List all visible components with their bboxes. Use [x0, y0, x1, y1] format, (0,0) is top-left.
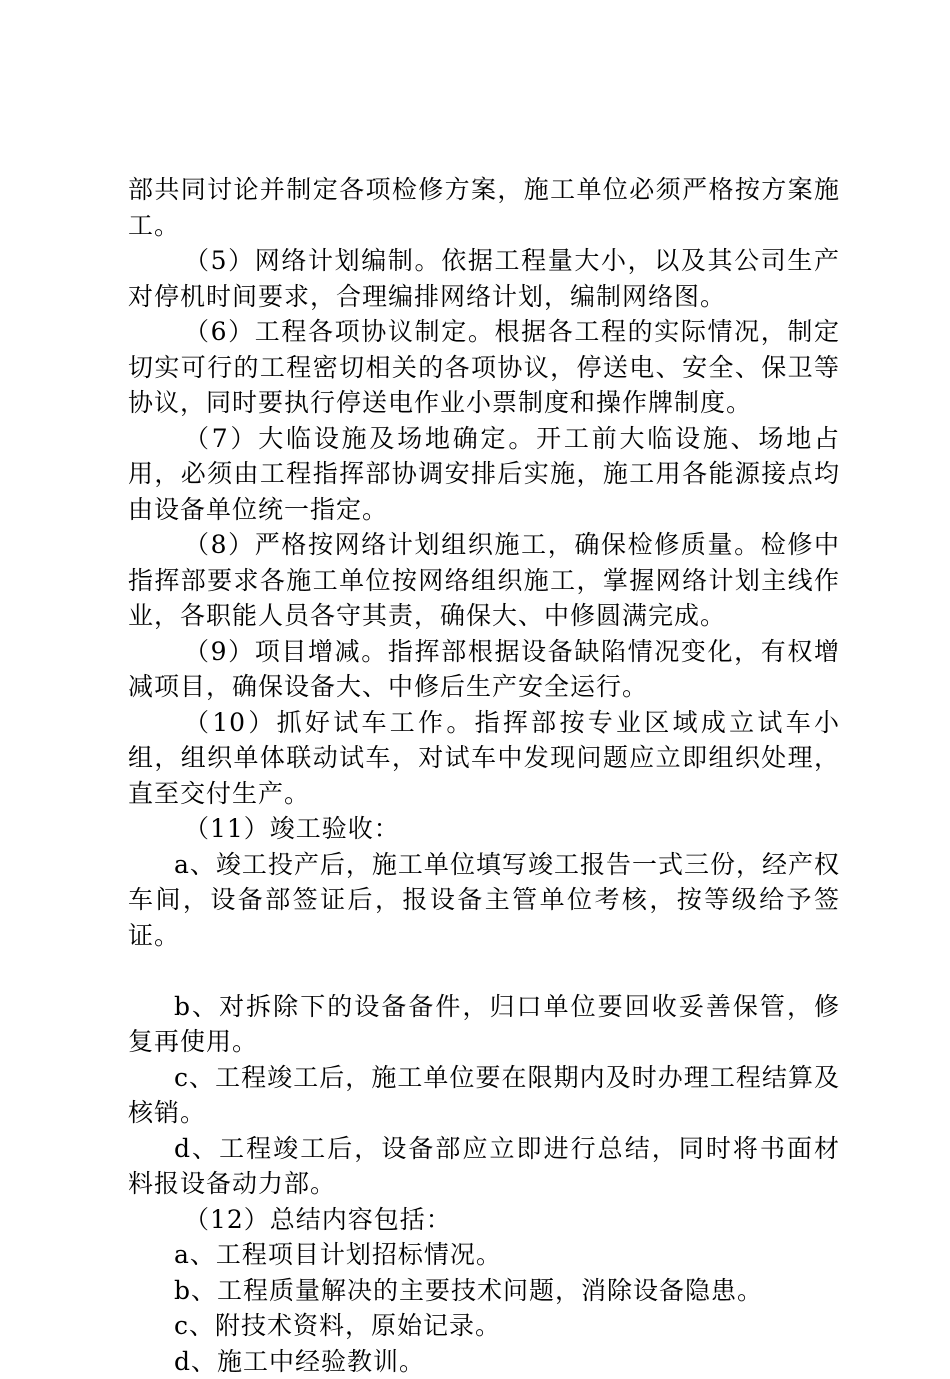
document-body [128, 172, 840, 1379]
paragraph-item-12-a: a、工程项目计划招标情况。 [128, 1237, 840, 1273]
paragraph-item-11-b: b、对拆除下的设备备件，归口单位要回收妥善保管，修复再使用。 [128, 989, 840, 1060]
paragraph-item-8: （8）严格按网络计划组织施工，确保检修质量。检修中指挥部要求各施工单位按网络组织施工，掌握网络计划主线作业，各职能人员各守其责，确保大、中修圆满完成。 [128, 527, 840, 634]
paragraph-item-11-a: a、竣工投产后，施工单位填写竣工报告一式三份，经产权车间，设备部签证后，报设备主管单位考核，按等级给予签证。 [128, 847, 840, 954]
paragraph-item-12-heading: （12）总结内容包括： [128, 1202, 840, 1238]
paragraph-item-9: （9）项目增减。指挥部根据设备缺陷情况变化，有权增减项目，确保设备大、中修后生产安全运行。 [128, 634, 840, 705]
paragraph-item-5: （5）网络计划编制。依据工程量大小，以及其公司生产对停机时间要求，合理编排网络计划，编制网络图。 [128, 243, 840, 314]
paragraph-item-12-b: b、工程质量解决的主要技术问题，消除设备隐患。 [128, 1273, 840, 1309]
paragraph-item-10: （10）抓好试车工作。指挥部按专业区域成立试车小组，组织单体联动试车，对试车中发现问题应立即组织处理，直至交付生产。 [128, 705, 840, 812]
paragraph-item-12-d: d、施工中经验教训。 [128, 1344, 840, 1379]
paragraph-item-7: （7）大临设施及场地确定。开工前大临设施、场地占用，必须由工程指挥部协调安排后实施，施工用各能源接点均由设备单位统一指定。 [128, 421, 840, 528]
paragraph-item-11-c: c、工程竣工后，施工单位要在限期内及时办理工程结算及核销。 [128, 1060, 840, 1131]
paragraph-continuation: 部共同讨论并制定各项检修方案，施工单位必须严格按方案施工。 [128, 172, 840, 243]
paragraph-item-11-heading: （11）竣工验收： [128, 811, 840, 847]
paragraph-item-12-c: c、附技术资料，原始记录。 [128, 1308, 840, 1344]
paragraph-item-11-d: d、工程竣工后，设备部应立即进行总结，同时将书面材料报设备动力部。 [128, 1131, 840, 1202]
paragraph-item-6: （6）工程各项协议制定。根据各工程的实际情况，制定切实可行的工程密切相关的各项协议，停送电、安全、保卫等协议，同时要执行停送电作业小票制度和操作牌制度。 [128, 314, 840, 421]
